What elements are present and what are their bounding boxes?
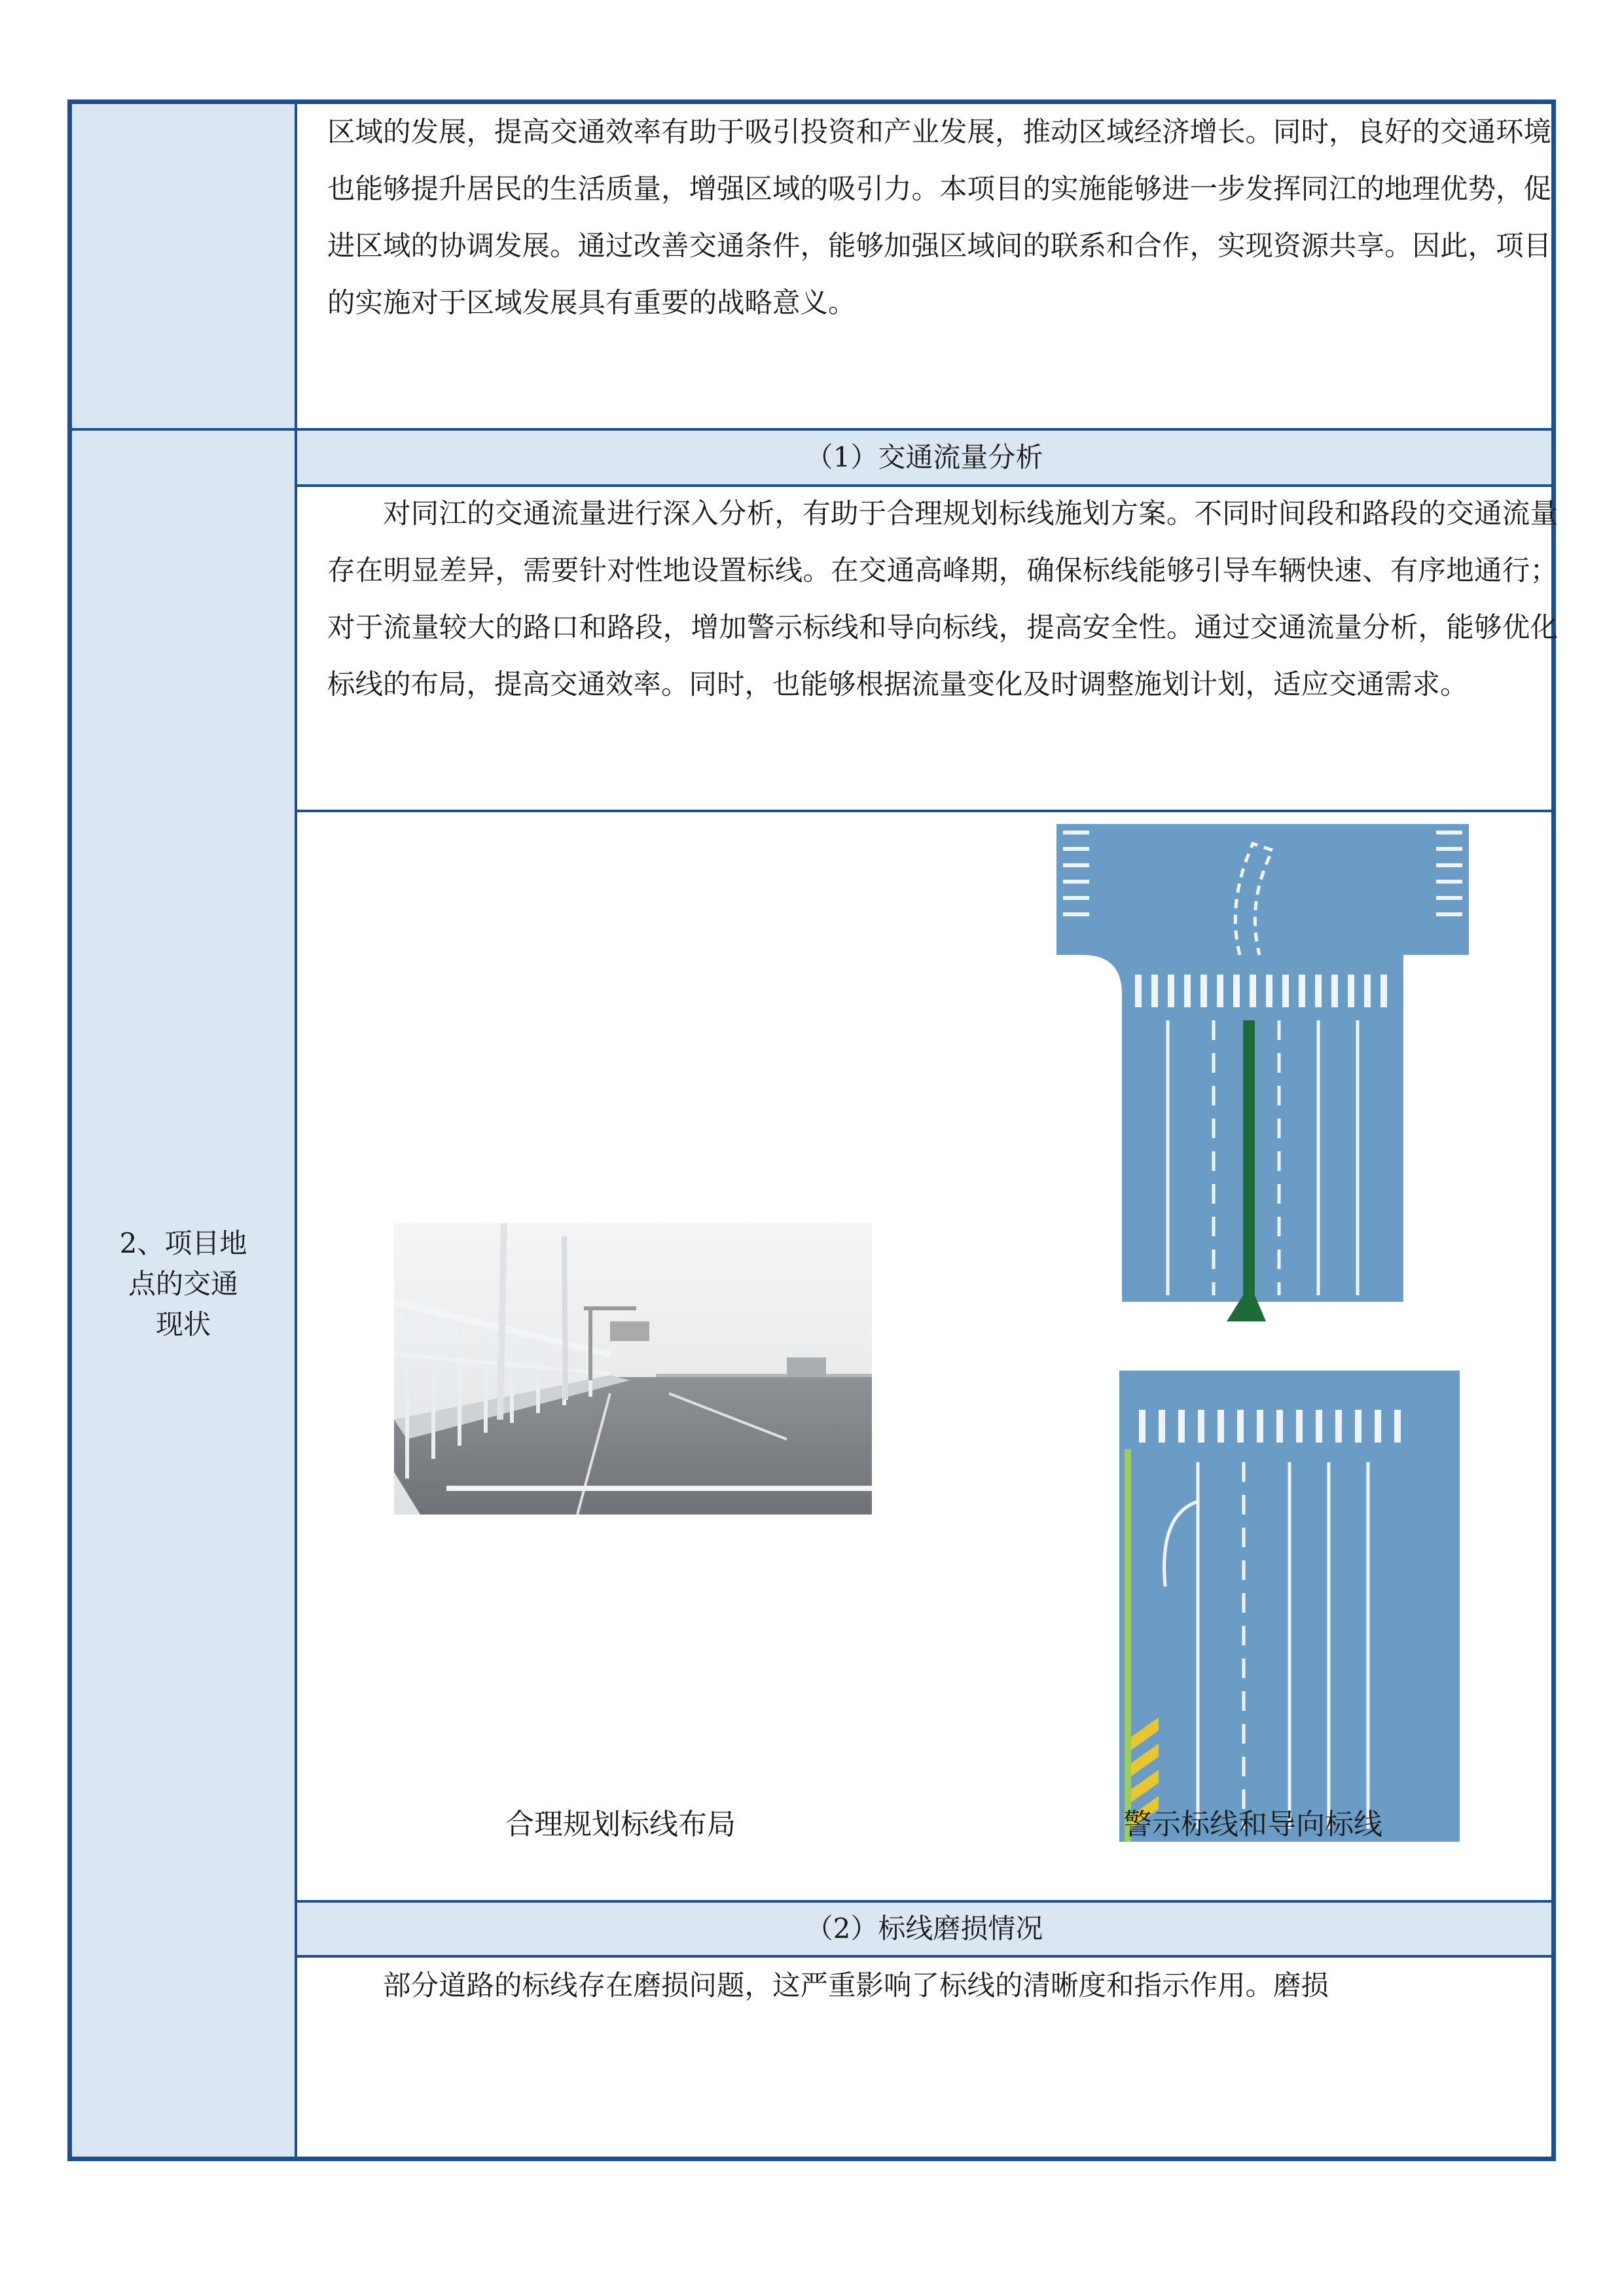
- row2-label-cell: [72, 431, 295, 2157]
- section-divider: [297, 810, 1551, 812]
- figure-caption-guidance: 警示标线和导向标线: [1123, 1808, 1382, 1841]
- row1-paragraph: 区域的发展，提高交通效率有助于吸引投资和产业发展，推动区域经济增长。同时，良好的交通环境也能够提升居民的生活质量，增强区域的吸引力。本项目的实施能够进一步发挥同江的地理优势，促进区域的协调发展。通过改善交通条件，能够加强区域间的联系和合作，实现资源共享。因此，项目的实施对于区域发展具有重要的战略意义。: [327, 117, 1552, 319]
- section-heading-marking-wear: （2）标线磨损情况: [297, 1903, 1551, 1955]
- traffic-flow-paragraph: 对同江的交通流量进行深入分析，有助于合理规划标线施划方案。不同时间段和路段的交通流量存在明显差异，需要针对性地设置标线。在交通高峰期，确保标线能够引导车辆快速、有序地通行；对于流量较大的路口和路段，增加警示标线和导向标线，提高安全性。通过交通流量分析，能够优化标线的布局，提高交通效率。同时，也能够根据流量变化及时调整施划计划，适应交通需求。: [327, 498, 1558, 701]
- lane-guidance-diagram: [1119, 1371, 1460, 1858]
- column-divider: [295, 104, 297, 2157]
- row2-label: 2、项目地点的交通现状: [119, 1227, 247, 1340]
- marking-wear-paragraph: 部分道路的标线存在磨损问题，这严重影响了标线的清晰度和指示作用。磨损: [383, 1970, 1329, 2002]
- section-heading-traffic-flow: （1）交通流量分析: [297, 431, 1551, 484]
- road-photo: [394, 1223, 872, 1515]
- row1-label-cell: [72, 104, 295, 428]
- intersection-diagram: [1056, 824, 1469, 1321]
- figure-caption-layout: 合理规划标线布局: [505, 1808, 736, 1841]
- content-table: [67, 99, 1556, 2161]
